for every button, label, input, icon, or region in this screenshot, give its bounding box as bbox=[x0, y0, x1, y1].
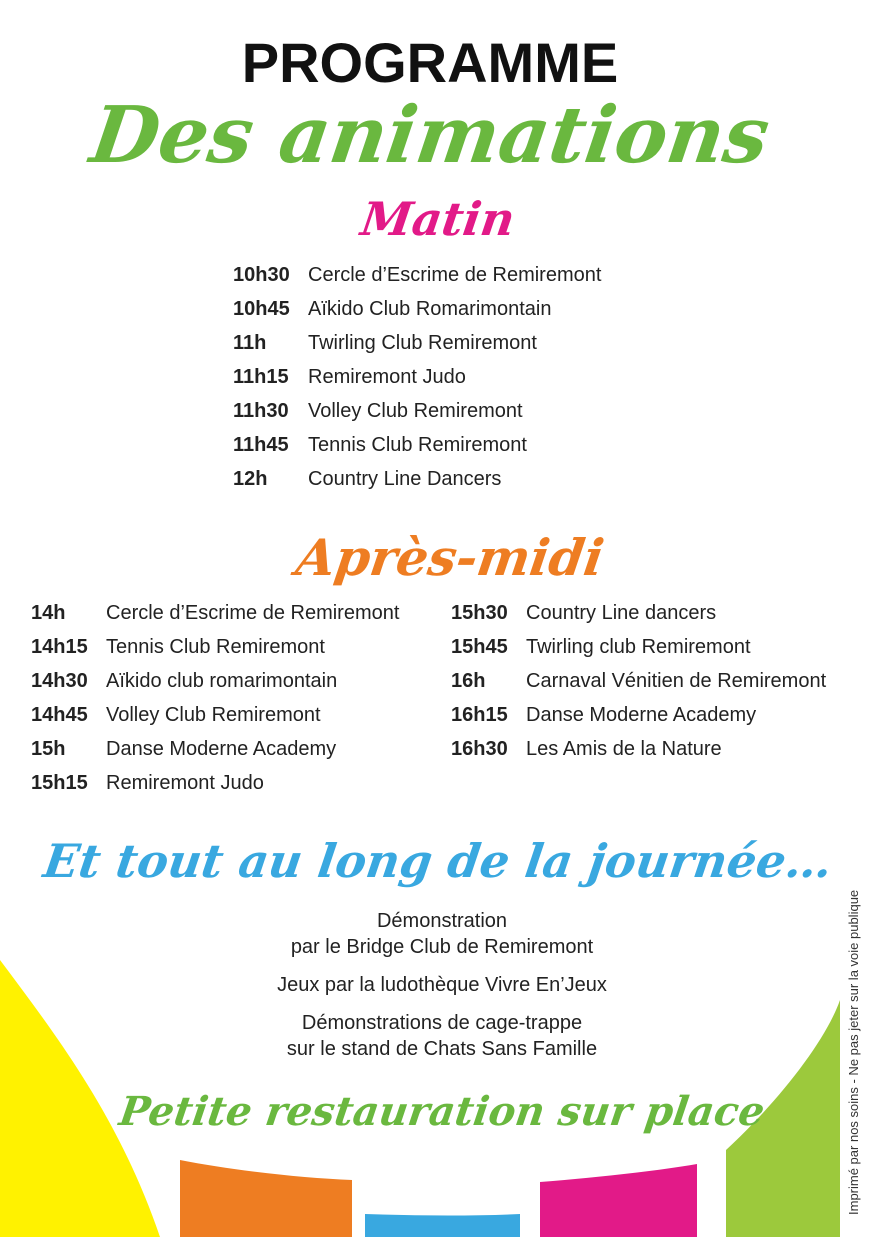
activity-label: Les Amis de la Nature bbox=[526, 738, 722, 760]
time-label: 14h30 bbox=[31, 670, 88, 692]
time-label: 14h bbox=[31, 602, 66, 624]
all-day-item-line1: Jeux par la ludothèque Vivre En’Jeux bbox=[277, 974, 607, 996]
activity-label: Danse Moderne Academy bbox=[526, 704, 757, 726]
time-label: 11h30 bbox=[233, 400, 289, 422]
time-label: 16h bbox=[451, 670, 486, 692]
all-day-item-line1: Démonstration bbox=[376, 910, 508, 932]
all-day-item bbox=[0, 908, 876, 960]
legal-side-note: Imprimé par nos soins - Ne pas jeter sur la voie publique bbox=[846, 889, 861, 1215]
time-label: 12h bbox=[233, 468, 268, 490]
all-day-item-line2: sur le stand de Chats Sans Famille bbox=[286, 1038, 598, 1060]
restauration-note: Petite restauration sur place bbox=[116, 1088, 768, 1135]
time-label: 15h30 bbox=[451, 602, 508, 624]
activity-label: Twirling Club Remiremont bbox=[308, 332, 537, 354]
magenta-band bbox=[540, 1164, 697, 1237]
activity-label: Remiremont Judo bbox=[308, 366, 466, 388]
time-label: 15h45 bbox=[451, 636, 508, 658]
activity-label: Cercle d’Escrime de Remiremont bbox=[106, 602, 400, 624]
activity-label: Country Line Dancers bbox=[308, 468, 502, 490]
activity-label: Danse Moderne Academy bbox=[106, 738, 337, 760]
activity-label: Aïkido Club Romarimontain bbox=[308, 298, 552, 320]
activity-label: Twirling club Remiremont bbox=[526, 636, 751, 658]
all-day-item-line2: par le Bridge Club de Remiremont bbox=[290, 936, 594, 958]
activity-label: Aïkido club romarimontain bbox=[106, 670, 338, 692]
blue-band bbox=[365, 1214, 520, 1237]
time-label: 16h30 bbox=[451, 738, 508, 760]
time-label: 11h15 bbox=[233, 366, 289, 388]
time-label: 11h bbox=[233, 332, 267, 354]
page-subtitle: Des animations bbox=[85, 90, 775, 181]
time-label: 16h15 bbox=[451, 704, 508, 726]
activity-label: Remiremont Judo bbox=[106, 772, 264, 794]
activity-label: Tennis Club Remiremont bbox=[308, 434, 527, 456]
time-label: 14h45 bbox=[31, 704, 88, 726]
all-day-heading: Et tout au long de la journée… bbox=[40, 834, 836, 888]
time-label: 15h15 bbox=[31, 772, 88, 794]
all-day-item-line1: Démonstrations de cage-trappe bbox=[301, 1012, 583, 1034]
time-label: 10h30 bbox=[233, 264, 290, 286]
afternoon-heading: Après-midi bbox=[292, 528, 608, 587]
activity-label: Carnaval Vénitien de Remiremont bbox=[526, 670, 827, 692]
all-day-item bbox=[0, 1010, 876, 1062]
morning-heading: Matin bbox=[357, 192, 519, 246]
activity-label: Cercle d’Escrime de Remiremont bbox=[308, 264, 602, 286]
time-label: 14h15 bbox=[31, 636, 88, 658]
activity-label: Country Line dancers bbox=[526, 602, 717, 624]
time-label: 11h45 bbox=[233, 434, 289, 456]
all-day-item bbox=[0, 972, 876, 998]
activity-label: Volley Club Remiremont bbox=[106, 704, 321, 726]
time-label: 10h45 bbox=[233, 298, 290, 320]
activity-label: Tennis Club Remiremont bbox=[106, 636, 325, 658]
time-label: 15h bbox=[31, 738, 66, 760]
orange-band bbox=[180, 1160, 352, 1237]
activity-label: Volley Club Remiremont bbox=[308, 400, 523, 422]
page-title: PROGRAMME bbox=[241, 31, 619, 94]
